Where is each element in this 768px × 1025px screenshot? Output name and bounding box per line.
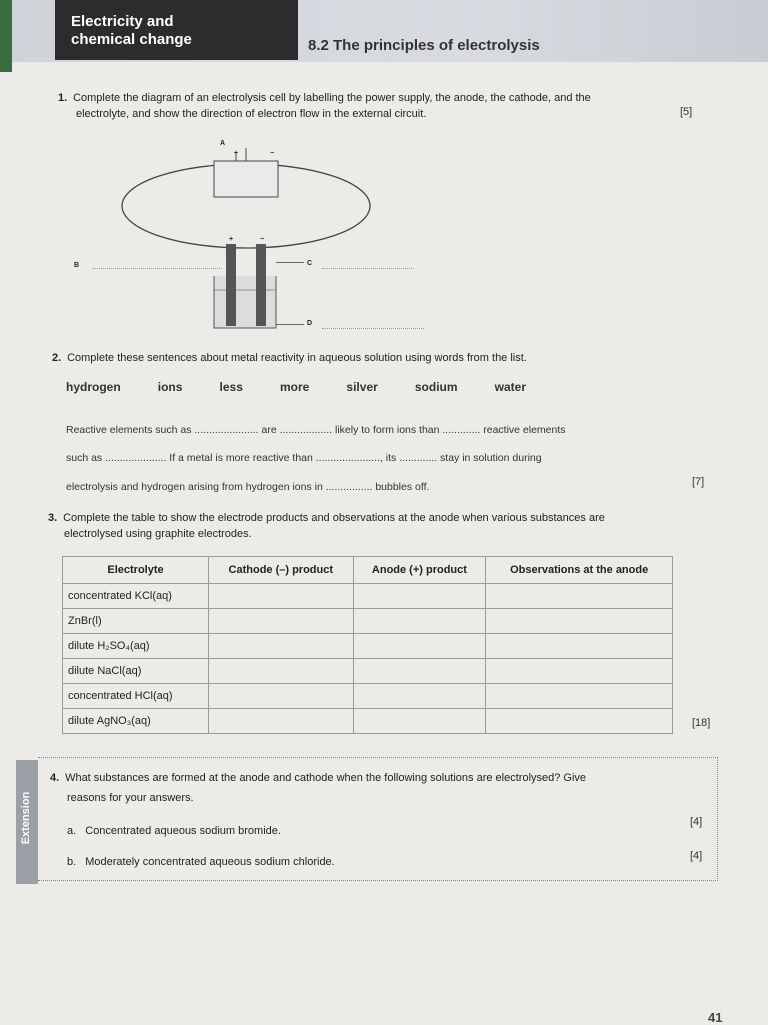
answer-line-c[interactable] — [322, 268, 414, 269]
answer-cell[interactable] — [486, 584, 673, 609]
table-row — [63, 584, 673, 609]
answer-cell[interactable] — [486, 659, 673, 684]
answer-cell[interactable] — [353, 609, 486, 634]
power-supply-box — [214, 161, 278, 197]
part-text: Concentrated aqueous sodium bromide. — [85, 825, 281, 837]
answer-cell[interactable] — [353, 684, 486, 709]
minus-sign-top: − — [270, 150, 275, 157]
table-row — [63, 634, 673, 659]
question-1 — [58, 92, 591, 104]
answer-cell[interactable] — [486, 634, 673, 659]
fill-sentence-line3[interactable]: electrolysis and hydrogen arising from hydrogen ions in ................ bubbles off. — [66, 481, 430, 493]
word-item: ions — [157, 380, 183, 394]
label-a: A — [220, 140, 226, 147]
answer-cell[interactable] — [209, 659, 354, 684]
question-4b-marks: [4] — [690, 850, 703, 862]
word-item: less — [219, 380, 243, 394]
fill-sentence-line1[interactable]: Reactive elements such as ...................... are .................. likely to form ions than ............. reactive elements — [66, 424, 566, 436]
word-item: hydrogen — [66, 380, 121, 394]
label-c: C — [307, 260, 313, 267]
table-row — [63, 684, 673, 709]
question-2 — [52, 352, 527, 364]
chapter-title-box — [55, 0, 298, 60]
question-4a — [67, 825, 281, 837]
part-label: b. — [67, 856, 77, 868]
word-item: more — [279, 380, 310, 394]
electrolyte-cell: dilute NaCl(aq) — [63, 659, 209, 684]
pointer-line-c — [276, 262, 304, 263]
table-header-row — [63, 557, 673, 584]
page-number: 41 — [708, 1010, 723, 1025]
word-item: sodium — [414, 380, 458, 394]
pointer-line-d — [276, 324, 304, 325]
question-number: 3. — [48, 512, 58, 524]
question-3 — [48, 512, 605, 524]
question-4-line2: reasons for your answers. — [67, 792, 194, 804]
question-3-marks: [18] — [692, 717, 711, 729]
answer-cell[interactable] — [353, 659, 486, 684]
section-title: 8.2 The principles of electrolysis — [308, 37, 540, 54]
electrolyte-cell: ZnBr(l) — [63, 609, 209, 634]
question-1-line2: electrolyte, and show the direction of electron flow in the external circuit. — [76, 108, 427, 120]
answer-cell[interactable] — [486, 609, 673, 634]
question-4a-marks: [4] — [690, 816, 703, 828]
column-header: Cathode (–) product — [209, 557, 354, 584]
column-header: Anode (+) product — [353, 557, 486, 584]
question-4b — [67, 856, 335, 868]
chapter-color-strip — [0, 0, 12, 72]
word-item: water — [494, 380, 526, 394]
question-number: 1. — [58, 92, 68, 104]
word-list — [66, 380, 526, 394]
plus-sign-electrode: + — [229, 236, 234, 243]
answer-cell[interactable] — [353, 634, 486, 659]
question-text-line1: Complete the diagram of an electrolysis cell by labelling the power supply, the anode, the cathode, and the — [73, 92, 591, 104]
column-header: Electrolyte — [63, 557, 209, 584]
label-b: B — [74, 262, 80, 269]
question-1-marks: [5] — [680, 106, 693, 118]
answer-cell[interactable] — [209, 634, 354, 659]
electrolyte-cell: concentrated KCl(aq) — [63, 584, 209, 609]
answer-cell[interactable] — [353, 709, 486, 734]
answer-cell[interactable] — [353, 584, 486, 609]
column-header: Observations at the anode — [486, 557, 673, 584]
extension-label: Extension — [20, 791, 32, 845]
table-row — [63, 609, 673, 634]
answer-cell[interactable] — [486, 709, 673, 734]
chapter-title-line2: chemical change — [71, 31, 192, 48]
chapter-title-line1: Electricity and — [71, 13, 174, 30]
electrolysis-cell-diagram — [60, 130, 440, 340]
word-item: silver — [346, 380, 378, 394]
question-text: Complete these sentences about metal reactivity in aqueous solution using words from the list. — [67, 352, 527, 364]
question-number: 4. — [50, 772, 60, 784]
question-text-line1: Complete the table to show the electrode products and observations at the anode when various substances are — [63, 512, 605, 524]
part-label: a. — [67, 825, 77, 837]
fill-sentence-line2[interactable]: such as ..................... If a metal is more reactive than ......................, its ............. stay in solution during — [66, 452, 542, 464]
question-2-marks: [7] — [692, 476, 705, 488]
electrolyte-cell: concentrated HCl(aq) — [63, 684, 209, 709]
answer-cell[interactable] — [209, 684, 354, 709]
answer-cell[interactable] — [209, 709, 354, 734]
table-row — [63, 659, 673, 684]
electrolyte-cell: dilute AgNO₃(aq) — [63, 709, 209, 734]
answer-cell[interactable] — [486, 684, 673, 709]
table-row — [63, 709, 673, 734]
electrolyte-beaker — [214, 276, 276, 328]
answer-line-d[interactable] — [322, 328, 424, 329]
part-text: Moderately concentrated aqueous sodium chloride. — [85, 856, 335, 868]
question-text-line1: What substances are formed at the anode and cathode when the following solutions are electrolysed? Give — [65, 772, 587, 784]
answer-cell[interactable] — [209, 584, 354, 609]
question-number: 2. — [52, 352, 62, 364]
answer-cell[interactable] — [209, 609, 354, 634]
plus-sign-top: + — [234, 150, 239, 157]
answer-line-b[interactable] — [92, 268, 222, 269]
electrode-products-table — [62, 556, 673, 734]
electrolyte-cell: dilute H₂SO₄(aq) — [63, 634, 209, 659]
minus-sign-electrode: − — [260, 236, 265, 243]
question-4 — [50, 772, 586, 784]
label-d: D — [307, 320, 313, 327]
question-3-line2: electrolysed using graphite electrodes. — [64, 528, 252, 540]
